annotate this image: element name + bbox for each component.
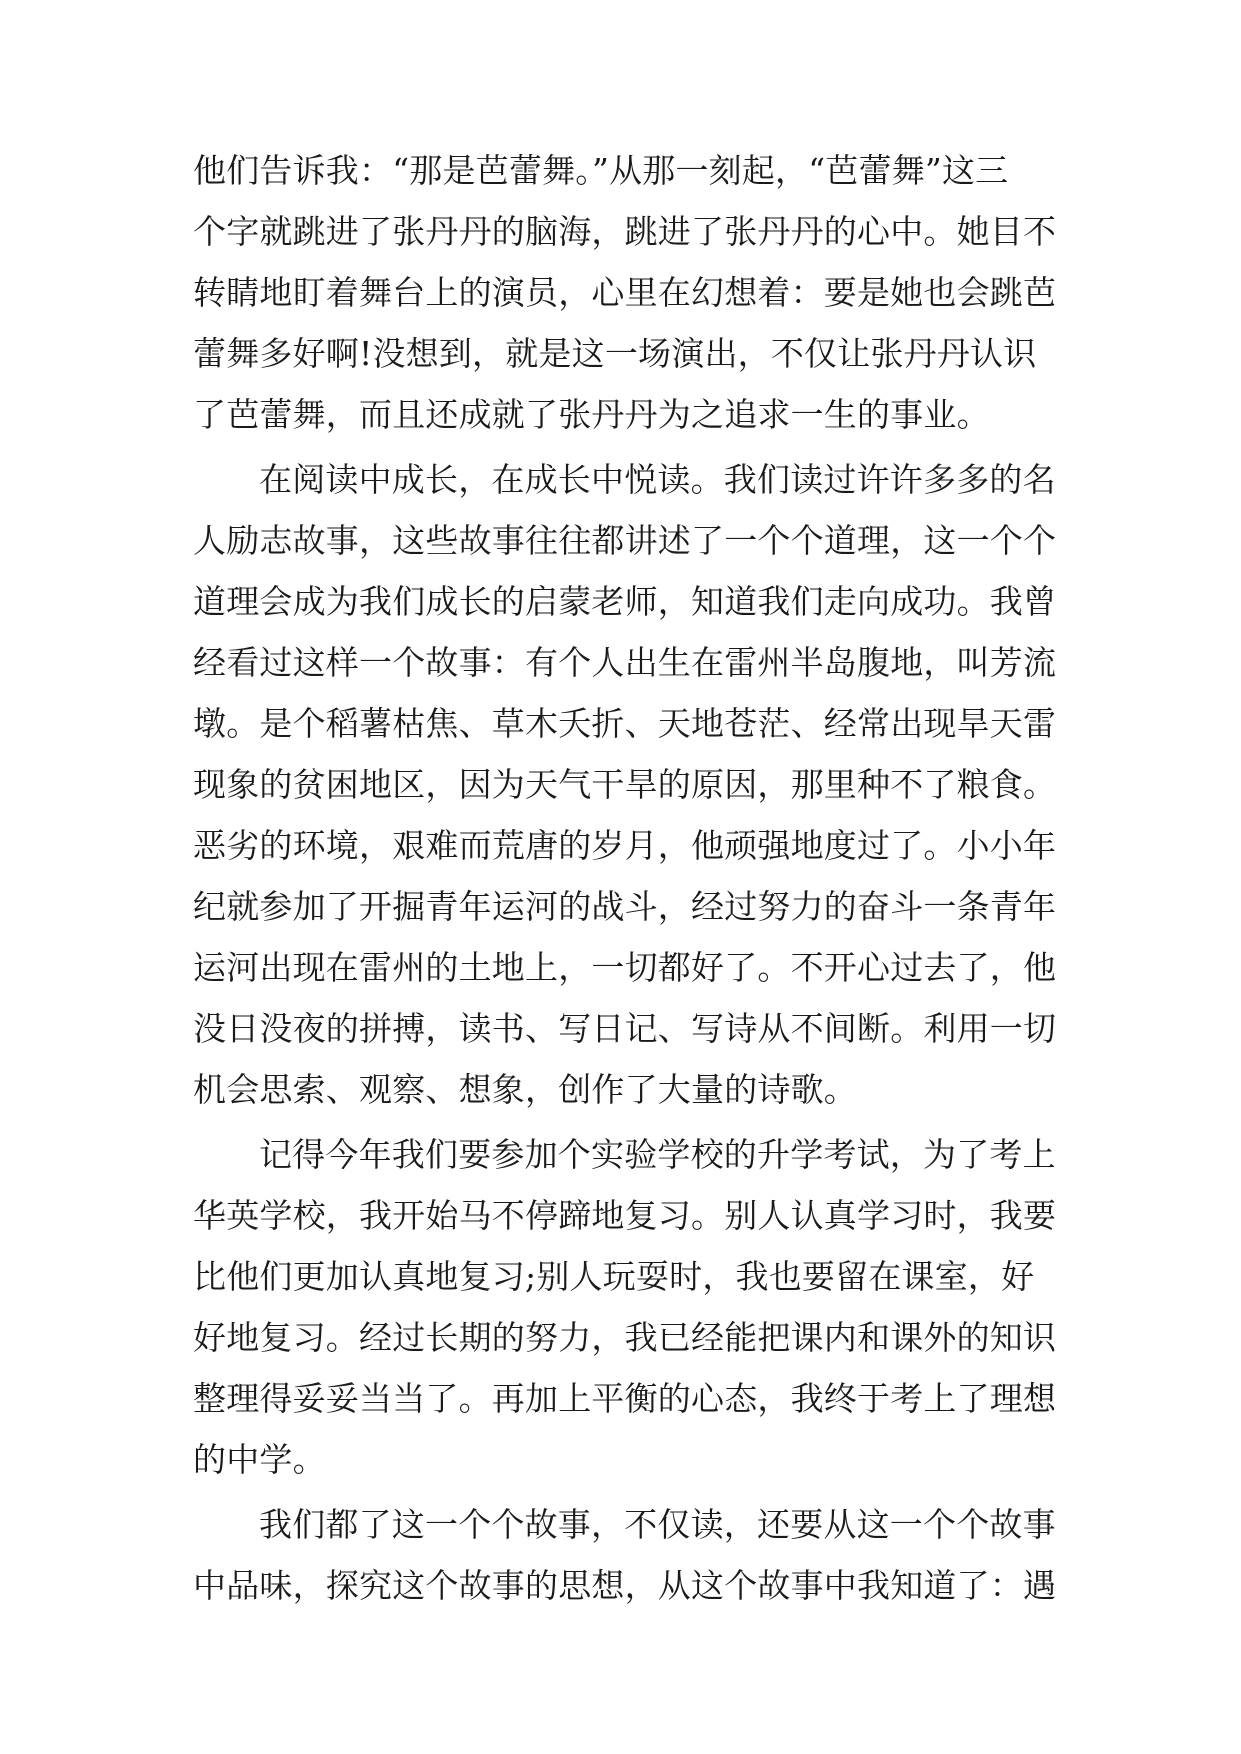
document-page — [193, 140, 1055, 1616]
text-line: 现象的贫困地区，因为天气干旱的原因，那里种不了粮食。 — [193, 765, 1057, 804]
text-line: 运河出现在雷州的土地上，一切都好了。不开心过去了，他 — [193, 948, 1057, 987]
text-line: 蕾舞多好啊!没想到，就是这一场演出，不仅让张丹丹认识 — [193, 334, 1037, 373]
text-line: 整理得妥妥当当了。再加上平衡的心态，我终于考上了理想 — [193, 1379, 1057, 1418]
paragraph — [193, 1124, 1055, 1490]
text-line: 好地复习。经过长期的努力，我已经能把课内和课外的知识 — [193, 1318, 1057, 1357]
text-line: 的中学。 — [193, 1440, 326, 1479]
paragraph — [193, 1494, 1055, 1616]
text-line: 在阅读中成长，在成长中悦读。我们读过许许多多的名 — [259, 460, 1056, 499]
text-line: 转睛地盯着舞台上的演员，心里在幻想着：要是她也会跳芭 — [193, 273, 1057, 312]
text-line: 了芭蕾舞，而且还成就了张丹丹为之追求一生的事业。 — [193, 395, 990, 434]
text-line: 记得今年我们要参加个实验学校的升学考试，为了考上 — [259, 1135, 1056, 1174]
text-line: 纪就参加了开掘青年运河的战斗，经过努力的奋斗一条青年 — [193, 887, 1057, 926]
text-line: 中品味，探究这个故事的思想，从这个故事中我知道了：遇 — [193, 1566, 1057, 1605]
text-line: 没日没夜的拼搏，读书、写日记、写诗从不间断。利用一切 — [193, 1009, 1057, 1048]
text-line: 我们都了这一个个故事，不仅读，还要从这一个个故事 — [259, 1505, 1056, 1544]
text-line: 华英学校，我开始马不停蹄地复习。别人认真学习时，我要 — [193, 1196, 1057, 1235]
text-line: 个字就跳进了张丹丹的脑海，跳进了张丹丹的心中。她目不 — [193, 212, 1057, 251]
text-line: 恶劣的环境，艰难而荒唐的岁月，他顽强地度过了。小小年 — [193, 826, 1057, 865]
text-line: 机会思索、观察、想象，创作了大量的诗歌。 — [193, 1070, 857, 1109]
text-line: 他们告诉我：“那是芭蕾舞。”从那一刻起，“芭蕾舞”这三 — [193, 151, 1009, 190]
text-line: 比他们更加认真地复习;别人玩耍时，我也要留在课室，好 — [193, 1257, 1035, 1296]
paragraph — [193, 140, 1055, 445]
text-line: 道理会成为我们成长的启蒙老师，知道我们走向成功。我曾 — [193, 582, 1057, 621]
text-line: 经看过这样一个故事：有个人出生在雷州半岛腹地，叫芳流 — [193, 643, 1057, 682]
text-line: 墩。是个稻薯枯焦、草木夭折、天地苍茫、经常出现旱天雷 — [193, 704, 1057, 743]
text-line: 人励志故事，这些故事往往都讲述了一个个道理，这一个个 — [193, 521, 1057, 560]
paragraph — [193, 449, 1055, 1120]
